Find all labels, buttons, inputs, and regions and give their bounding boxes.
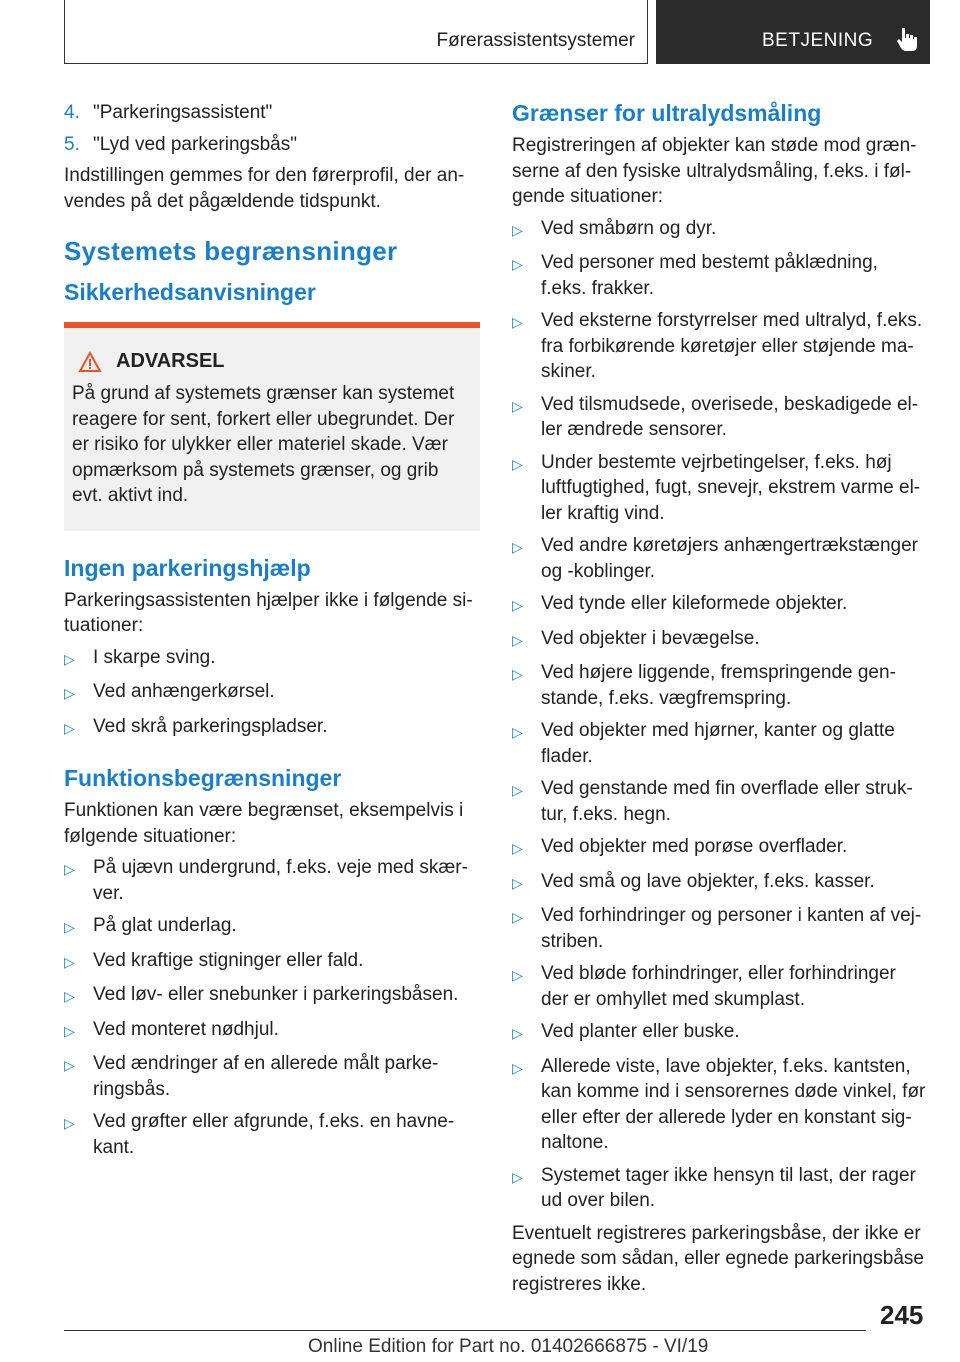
- func-list: [64, 855, 480, 1160]
- bullet-triangle-icon: ▷: [64, 919, 75, 935]
- list-item: ▷ Ved anhængerkørsel.: [64, 679, 480, 707]
- bullet-triangle-icon: ▷: [64, 1022, 75, 1039]
- bullet-triangle-icon: ▷: [512, 666, 523, 682]
- list-item: ▷ Under bestemte vejrbetingelser, f.eks. høj luftfugtighed, fugt, snevejr, ekstrem varme eller kraftig vind.: [512, 450, 928, 527]
- bullet-triangle-icon: ▷: [512, 840, 523, 856]
- list-item: ▷ Ved eksterne forstyrrelser med ultralyd, f.eks. fra forbikørende køretøjer eller støjende maskiner.: [512, 308, 928, 385]
- func-intro: Funktionen kan være begrænset, eksempelvis i følgende situationer:: [64, 800, 464, 847]
- heading-no-parking-help: Ingen parkeringshjælp: [64, 554, 311, 581]
- list-item: ▷ Ved grøfter eller afgrunde, f.eks. en havnekant.: [64, 1109, 480, 1160]
- bullet-triangle-icon: ▷: [64, 685, 75, 701]
- warning-title: ADVARSEL: [116, 350, 225, 372]
- warning-box: [64, 322, 480, 531]
- outro-paragraph: Eventuelt registreres parkeringsbåse, der ikke er egnede som sådan, eller egnede parkeringsbåse registreres ikke.: [512, 1222, 924, 1295]
- bullet-triangle-icon: ▷: [64, 650, 75, 667]
- list-item: ▷ Allerede viste, lave objekter, f.eks. kantsten, kan komme ind i sensorernes døde vinkel, før eller efter der allerede lyder en konstant signaltone.: [512, 1054, 928, 1156]
- list-item: ▷ Ved små og lave objekter, f.eks. kasser.: [512, 869, 928, 897]
- header-chapter: BETJENING: [762, 30, 874, 51]
- list-item: ▷ Ved genstande med fin overflade eller struktur, f.eks. hegn.: [512, 776, 928, 827]
- list-item: ▷ Ved monteret nødhjul.: [64, 1017, 480, 1045]
- list-item: ▷ Ved ændringer af en allerede målt parkeringsbås.: [64, 1051, 480, 1102]
- list-item: ▷ Ved objekter med hjørner, kanter og glatte flader.: [512, 718, 928, 769]
- bullet-triangle-icon: ▷: [512, 967, 523, 983]
- bullet-triangle-icon: ▷: [512, 397, 523, 414]
- page-number: 245: [880, 1300, 924, 1330]
- bullet-triangle-icon: ▷: [64, 1115, 75, 1131]
- list-item: ▷ Ved andre køretøjers anhængertrækstænger og -koblinger.: [512, 533, 928, 584]
- list-item: ▷ Ved tilsmudsede, overisede, beskadigede eller ændrede sensorer.: [512, 392, 928, 443]
- list-item: ▷ Systemet tager ikke hensyn til last, der rager ud over bilen.: [512, 1163, 928, 1214]
- bullet-triangle-icon: ▷: [512, 782, 523, 798]
- item-number: 5.: [64, 133, 80, 155]
- left-column: [64, 100, 480, 1167]
- list-item: ▷ Ved planter eller buske.: [512, 1019, 928, 1047]
- bullet-triangle-icon: ▷: [512, 539, 523, 555]
- bullet-triangle-icon: ▷: [512, 256, 523, 272]
- bullet-triangle-icon: ▷: [64, 953, 75, 970]
- bullet-triangle-icon: ▷: [512, 1059, 523, 1076]
- item-number: 4.: [64, 102, 80, 123]
- heading-system-limits: Systemets begrænsninger: [64, 236, 398, 266]
- list-item: ▷ På glat underlag.: [64, 913, 480, 941]
- header-section-box: [64, 0, 648, 64]
- header-section: Førerassistentsystemer: [436, 30, 635, 51]
- bullet-triangle-icon: ▷: [64, 719, 75, 736]
- list-item: ▷ Ved forhindringer og personer i kanten af vejstriben.: [512, 903, 928, 954]
- list-item: ▷ Ved objekter med porøse overflader.: [512, 834, 928, 862]
- header-chapter-box: [656, 0, 930, 64]
- intro-paragraph: Indstillingen gemmes for den førerprofil, der anvendes på det pågældende tidspunkt.: [64, 165, 465, 212]
- footer-rule: [64, 1330, 866, 1331]
- bullet-triangle-icon: ▷: [512, 909, 523, 925]
- list-item: ▷ Ved objekter i bevægelse.: [512, 626, 928, 654]
- list-item: ▷ Ved løv- eller snebunker i parkeringsbåsen.: [64, 982, 480, 1010]
- heading-ultrasound-limits: Grænser for ultralydsmåling: [512, 100, 822, 126]
- no-help-intro: Parkeringsassistenten hjælper ikke i følgende situationer:: [64, 589, 473, 636]
- bullet-triangle-icon: ▷: [512, 597, 523, 613]
- list-item: ▷ På ujævn undergrund, f.eks. veje med skærver.: [64, 855, 480, 906]
- item-text: "Lyd ved parkeringsbås": [93, 133, 297, 155]
- bullet-triangle-icon: ▷: [512, 314, 523, 330]
- footer-edition: Online Edition for Part no. 01402666875 - VI/19: [308, 1336, 709, 1357]
- bullet-triangle-icon: ▷: [512, 631, 523, 648]
- heading-safety: Sikkerhedsanvisninger: [64, 279, 316, 305]
- right-column: [512, 100, 928, 1297]
- item-text: "Parkeringsassistent": [93, 102, 273, 123]
- ultra-intro: Registreringen af objekter kan støde mod grænserne af den fysiske ultralydsmåling, f.eks. i følgende situationer:: [512, 135, 917, 207]
- list-item: ▷ Ved højere liggende, fremspringende genstande, f.eks. vægfremspring.: [512, 660, 928, 711]
- bullet-triangle-icon: ▷: [64, 861, 75, 877]
- heading-function-limits: Funktionsbegrænsninger: [64, 765, 342, 791]
- bullet-triangle-icon: ▷: [512, 874, 523, 891]
- list-item: ▷ Ved kraftige stigninger eller fald.: [64, 948, 480, 976]
- bullet-triangle-icon: ▷: [64, 1057, 75, 1073]
- list-item: ▷ Ved tynde eller kileformede objekter.: [512, 591, 928, 619]
- bullet-triangle-icon: ▷: [512, 724, 523, 740]
- numbered-item: [64, 132, 480, 158]
- list-item: ▷ I skarpe sving.: [64, 645, 480, 673]
- bullet-triangle-icon: ▷: [512, 221, 523, 238]
- bullet-triangle-icon: ▷: [512, 1168, 523, 1185]
- ultra-list: [512, 216, 928, 1214]
- bullet-triangle-icon: ▷: [64, 988, 75, 1004]
- warning-text: På grund af systemets grænser kan systemet reagere for sent, forkert eller ubegrundet. Der er risiko for ulykker eller materiel skade. Vær opmærksom på systemets grænser, og grib evt. aktivt ind.: [72, 383, 455, 506]
- list-item: ▷ Ved bløde forhindringer, eller forhindringer der er omhyllet med skumplast.: [512, 961, 928, 1012]
- list-item: ▷ Ved småbørn og dyr.: [512, 216, 928, 244]
- hand-pointer-icon: [896, 26, 918, 52]
- list-item: ▷ Ved skrå parkeringspladser.: [64, 714, 480, 742]
- bullet-triangle-icon: ▷: [512, 455, 523, 472]
- no-help-list: [64, 645, 480, 742]
- warning-header: [72, 350, 472, 373]
- numbered-item: [64, 100, 480, 126]
- warning-triangle-icon: [78, 351, 102, 373]
- list-item: ▷ Ved personer med bestemt påklædning, f.eks. frakker.: [512, 250, 928, 301]
- bullet-triangle-icon: ▷: [512, 1025, 523, 1041]
